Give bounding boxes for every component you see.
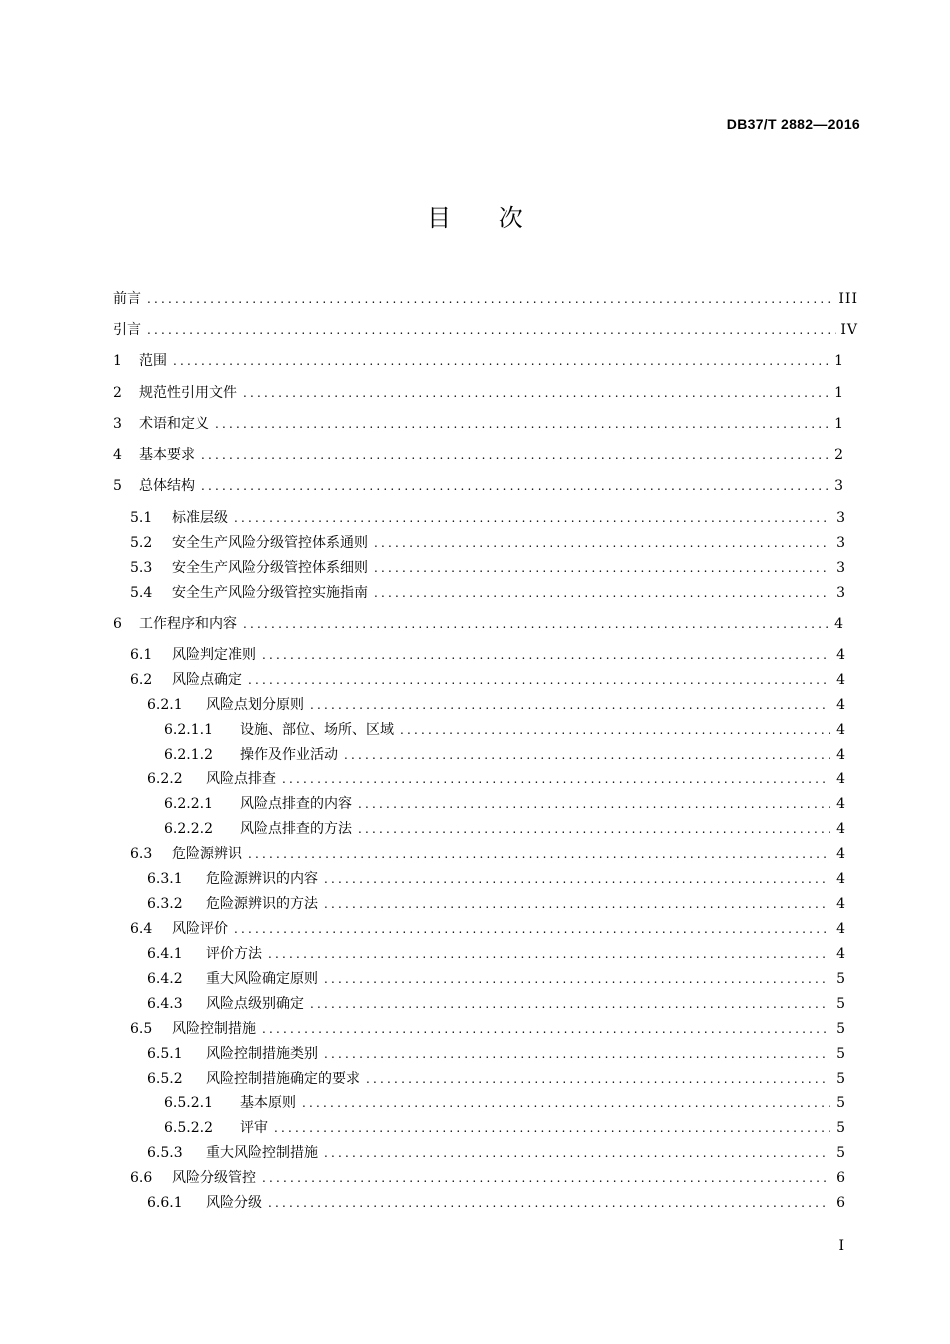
toc-entry-page: IV	[840, 322, 858, 338]
toc-entry-page: 6	[836, 1170, 846, 1186]
toc-entry-page: 4	[836, 672, 846, 688]
toc-entry-page: 4	[836, 747, 846, 763]
toc-entry-number: 5.2	[130, 535, 153, 551]
toc-entry[interactable]	[164, 1092, 846, 1112]
toc-entry-title: 标准层级	[172, 510, 228, 526]
toc-entry-page: 4	[836, 921, 846, 937]
toc-dot-leader	[262, 1171, 830, 1185]
toc-entry-number: 6.2.1	[147, 697, 183, 713]
toc-entry-page: 5	[836, 1095, 846, 1111]
toc-entry-title: 规范性引用文件	[139, 385, 237, 401]
toc-entry[interactable]	[164, 719, 846, 739]
toc-entry-title: 评审	[240, 1120, 268, 1136]
toc-dot-leader	[234, 511, 830, 525]
toc-entry-number: 5.1	[130, 510, 153, 526]
toc-entry[interactable]	[113, 288, 858, 308]
toc-entry-page: 1	[834, 416, 844, 432]
toc-entry[interactable]	[130, 918, 846, 938]
toc-entry[interactable]	[130, 1167, 846, 1187]
toc-entry-page: 5	[836, 1071, 846, 1087]
toc-entry-number: 6.6.1	[147, 1195, 183, 1211]
toc-entry-number: 6.3.1	[147, 871, 183, 887]
toc-dot-leader	[324, 972, 830, 986]
toc-dot-leader	[234, 922, 830, 936]
toc-entry-page: 3	[836, 585, 846, 601]
toc-entry-page: 4	[836, 771, 846, 787]
toc-entry-title: 风险点级别确定	[206, 996, 304, 1012]
toc-entry-page: 6	[836, 1195, 846, 1211]
toc-entry-title: 风险点划分原则	[206, 697, 304, 713]
toc-entry-title: 基本原则	[240, 1095, 296, 1111]
toc-entry-number: 6.2	[130, 672, 153, 688]
toc-entry-number: 3	[113, 416, 122, 432]
toc-entry-number: 6.3.2	[147, 896, 183, 912]
toc-entry-title: 风险控制措施确定的要求	[206, 1071, 360, 1087]
toc-entry[interactable]	[130, 1018, 846, 1038]
footer-page-number: I	[838, 1238, 844, 1254]
toc-entry-title: 危险源辨识的方法	[206, 896, 318, 912]
toc-entry-page: 4	[836, 821, 846, 837]
toc-entry-number: 6.4.3	[147, 996, 183, 1012]
toc-entry-number: 6.5.2	[147, 1071, 183, 1087]
toc-dot-leader	[173, 354, 828, 368]
toc-entry-title: 风险点排查的方法	[240, 821, 352, 837]
toc-entry-number: 6.5.2.2	[164, 1120, 213, 1136]
toc-entry-number: 6.4.2	[147, 971, 183, 987]
toc-dot-leader	[282, 772, 830, 786]
toc-entry-page: 5	[836, 1145, 846, 1161]
toc-entry-page: 3	[836, 510, 846, 526]
toc-entry-title: 风险分级管控	[172, 1170, 256, 1186]
toc-entry-page: 4	[836, 896, 846, 912]
toc-dot-leader	[147, 323, 836, 337]
toc-dot-leader	[243, 386, 828, 400]
toc-entry[interactable]	[130, 557, 846, 577]
toc-dot-leader	[310, 997, 830, 1011]
toc-entry[interactable]	[147, 943, 846, 963]
toc-entry[interactable]	[164, 1117, 846, 1137]
toc-entry[interactable]	[130, 532, 846, 552]
toc-entry-number: 6.2.2.2	[164, 821, 213, 837]
toc-entry-title: 引言	[113, 322, 141, 338]
toc-dot-leader	[324, 872, 830, 886]
toc-dot-leader	[268, 947, 830, 961]
toc-dot-leader	[358, 797, 830, 811]
toc-dot-leader	[243, 617, 828, 631]
toc-dot-leader	[400, 723, 830, 737]
toc-entry-number: 6.5.2.1	[164, 1095, 213, 1111]
toc-entry-number: 6.2.2.1	[164, 796, 213, 812]
toc-entry-number: 6.5	[130, 1021, 153, 1037]
toc-entry[interactable]	[147, 968, 846, 988]
toc-entry[interactable]	[147, 768, 846, 788]
toc-entry-page: 4	[836, 697, 846, 713]
toc-entry[interactable]	[130, 582, 846, 602]
toc-entry[interactable]	[147, 694, 846, 714]
toc-entry[interactable]	[130, 843, 846, 863]
toc-entry[interactable]	[113, 413, 844, 433]
toc-dot-leader	[201, 448, 828, 462]
toc-entry-number: 6.2.2	[147, 771, 183, 787]
toc-dot-leader	[324, 1047, 830, 1061]
toc-entry[interactable]	[147, 1192, 846, 1212]
toc-entry-page: III	[838, 291, 858, 307]
toc-entry-page: 4	[836, 946, 846, 962]
toc-entry[interactable]	[113, 444, 844, 464]
toc-dot-leader	[262, 1022, 830, 1036]
toc-entry[interactable]	[113, 350, 844, 370]
toc-entry-number: 5.3	[130, 560, 153, 576]
toc-entry-title: 安全生产风险分级管控体系细则	[172, 560, 368, 576]
toc-entry-page: 2	[834, 447, 844, 463]
toc-dot-leader	[324, 1146, 830, 1160]
toc-entry-title: 安全生产风险分级管控体系通则	[172, 535, 368, 551]
toc-dot-leader	[248, 847, 830, 861]
toc-entry-title: 风险控制措施类别	[206, 1046, 318, 1062]
toc-dot-leader	[358, 822, 830, 836]
toc-entry-page: 1	[834, 385, 844, 401]
toc-entry-title: 操作及作业活动	[240, 747, 338, 763]
toc-entry[interactable]	[130, 507, 846, 527]
toc-entry-title: 风险判定准则	[172, 647, 256, 663]
toc-dot-leader	[201, 479, 828, 493]
toc-dot-leader	[274, 1121, 830, 1135]
toc-entry-number: 5	[113, 478, 122, 494]
toc-entry[interactable]	[147, 868, 846, 888]
toc-entry-title: 危险源辨识的内容	[206, 871, 318, 887]
toc-entry-number: 6.2.1.1	[164, 722, 213, 738]
toc-entry-number: 1	[113, 353, 122, 369]
toc-entry[interactable]	[147, 893, 846, 913]
toc-entry-title: 重大风险控制措施	[206, 1145, 318, 1161]
toc-entry-number: 6.5.3	[147, 1145, 183, 1161]
toc-entry-title: 安全生产风险分级管控实施指南	[172, 585, 368, 601]
toc-entry[interactable]	[113, 319, 858, 339]
toc-dot-leader	[310, 698, 830, 712]
toc-entry-page: 5	[836, 1021, 846, 1037]
document-code: DB37/T 2882—2016	[726, 116, 860, 132]
toc-entry-page: 4	[836, 871, 846, 887]
toc-entry-title: 评价方法	[206, 946, 262, 962]
toc-entry[interactable]	[164, 793, 846, 813]
toc-entry-title: 重大风险确定原则	[206, 971, 318, 987]
toc-entry-title: 风险点确定	[172, 672, 242, 688]
toc-entry-title: 术语和定义	[139, 416, 209, 432]
toc-dot-leader	[366, 1072, 830, 1086]
toc-dot-leader	[147, 292, 834, 306]
toc-dot-leader	[302, 1096, 830, 1110]
toc-entry-title: 总体结构	[139, 478, 195, 494]
toc-dot-leader	[262, 648, 830, 662]
toc-entry[interactable]	[113, 382, 844, 402]
toc-entry[interactable]	[164, 818, 846, 838]
toc-entry-number: 6.4.1	[147, 946, 183, 962]
toc-dot-leader	[324, 897, 830, 911]
toc-dot-leader	[268, 1196, 830, 1210]
toc-entry-number: 4	[113, 447, 122, 463]
toc-entry-page: 4	[836, 722, 846, 738]
toc-entry-number: 6	[113, 616, 122, 632]
toc-entry[interactable]	[147, 1142, 846, 1162]
toc-entry[interactable]	[147, 993, 846, 1013]
toc-entry[interactable]	[130, 644, 846, 664]
toc-entry-page: 5	[836, 996, 846, 1012]
toc-entry-page: 3	[836, 560, 846, 576]
toc-entry-number: 6.1	[130, 647, 153, 663]
toc-entry-number: 6.6	[130, 1170, 153, 1186]
toc-entry-title: 设施、部位、场所、区域	[240, 722, 394, 738]
toc-dot-leader	[248, 673, 830, 687]
toc-entry-number: 2	[113, 385, 122, 401]
toc-entry-page: 4	[834, 616, 844, 632]
toc-entry-title: 前言	[113, 291, 141, 307]
toc-entry-number: 6.5.1	[147, 1046, 183, 1062]
toc-entry[interactable]	[164, 744, 846, 764]
toc-entry-number: 6.4	[130, 921, 153, 937]
toc-entry[interactable]	[130, 669, 846, 689]
toc-entry-title: 风险点排查	[206, 771, 276, 787]
toc-entry-title: 风险控制措施	[172, 1021, 256, 1037]
toc-entry-title: 危险源辨识	[172, 846, 242, 862]
toc-entry[interactable]	[147, 1068, 846, 1088]
toc-entry[interactable]	[113, 613, 844, 633]
toc-dot-leader	[344, 748, 830, 762]
toc-entry-number: 5.4	[130, 585, 153, 601]
toc-entry-page: 5	[836, 1120, 846, 1136]
toc-entry-page: 4	[836, 846, 846, 862]
toc-entry-title: 风险点排查的内容	[240, 796, 352, 812]
toc-entry-title: 范围	[139, 353, 167, 369]
toc-entry-number: 6.3	[130, 846, 153, 862]
toc-dot-leader	[215, 417, 828, 431]
toc-entry-title: 风险分级	[206, 1195, 262, 1211]
toc-entry-title: 基本要求	[139, 447, 195, 463]
toc-dot-leader	[374, 561, 830, 575]
toc-entry-page: 4	[836, 796, 846, 812]
toc-entry[interactable]	[147, 1043, 846, 1063]
toc-entry-page: 3	[834, 478, 844, 494]
toc-entry[interactable]	[113, 475, 844, 495]
toc-entry-page: 5	[836, 1046, 846, 1062]
toc-entry-page: 3	[836, 535, 846, 551]
page-title: 目 次	[427, 204, 543, 232]
toc-dot-leader	[374, 586, 830, 600]
toc-entry-page: 4	[836, 647, 846, 663]
toc-entry-page: 1	[834, 353, 844, 369]
toc-entry-page: 5	[836, 971, 846, 987]
toc-entry-title: 风险评价	[172, 921, 228, 937]
toc-dot-leader	[374, 536, 830, 550]
toc-entry-title: 工作程序和内容	[139, 616, 237, 632]
toc-entry-number: 6.2.1.2	[164, 747, 213, 763]
